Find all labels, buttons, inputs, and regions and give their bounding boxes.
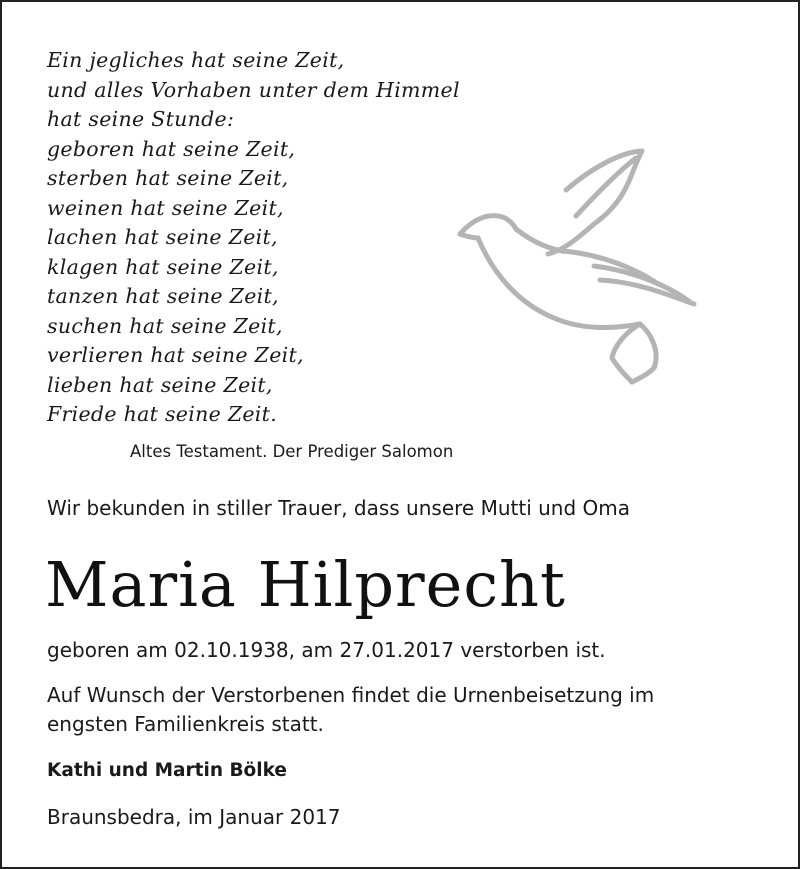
notice-line: Auf Wunsch der Verstorbenen findet die Urnenbeisetzung im [47, 683, 655, 707]
poem-source: Altes Testament. Der Prediger Salomon [130, 442, 454, 461]
poem-line: lachen hat seine Zeit, [47, 225, 278, 249]
poem-line: suchen hat seine Zeit, [47, 313, 283, 338]
poem-line: geboren hat seine Zeit, [47, 136, 296, 161]
poem-line: Ein jegliches hat seine Zeit, [47, 48, 345, 72]
deceased-name: Maria Hilprecht [45, 548, 566, 621]
dove-icon [454, 146, 704, 386]
mourners-signature: Kathi und Martin Bölke [47, 760, 287, 781]
poem-line: Friede hat seine Zeit. [47, 402, 278, 426]
poem-line: weinen hat seine Zeit, [47, 195, 284, 220]
burial-notice [47, 681, 747, 739]
poem-line: verlieren hat seine Zeit, [47, 343, 304, 367]
place-and-date: Braunsbedra, im Januar 2017 [47, 805, 341, 829]
poem-line: tanzen hat seine Zeit, [47, 284, 279, 308]
poem-line: und alles Vorhaben unter dem Himmel [47, 77, 460, 102]
notice-line: engsten Familienkreis statt. [47, 712, 324, 736]
poem-line: hat seine Stunde: [47, 107, 235, 131]
poem [47, 46, 460, 430]
life-dates: geboren am 02.10.1938, am 27.01.2017 verstorben ist. [47, 638, 606, 662]
poem-line: sterben hat seine Zeit, [47, 166, 289, 190]
poem-line: lieben hat seine Zeit, [47, 372, 273, 397]
intro-text: Wir bekunden in stiller Trauer, dass unsere Mutti und Oma [47, 496, 630, 520]
poem-line: klagen hat seine Zeit, [47, 254, 279, 279]
